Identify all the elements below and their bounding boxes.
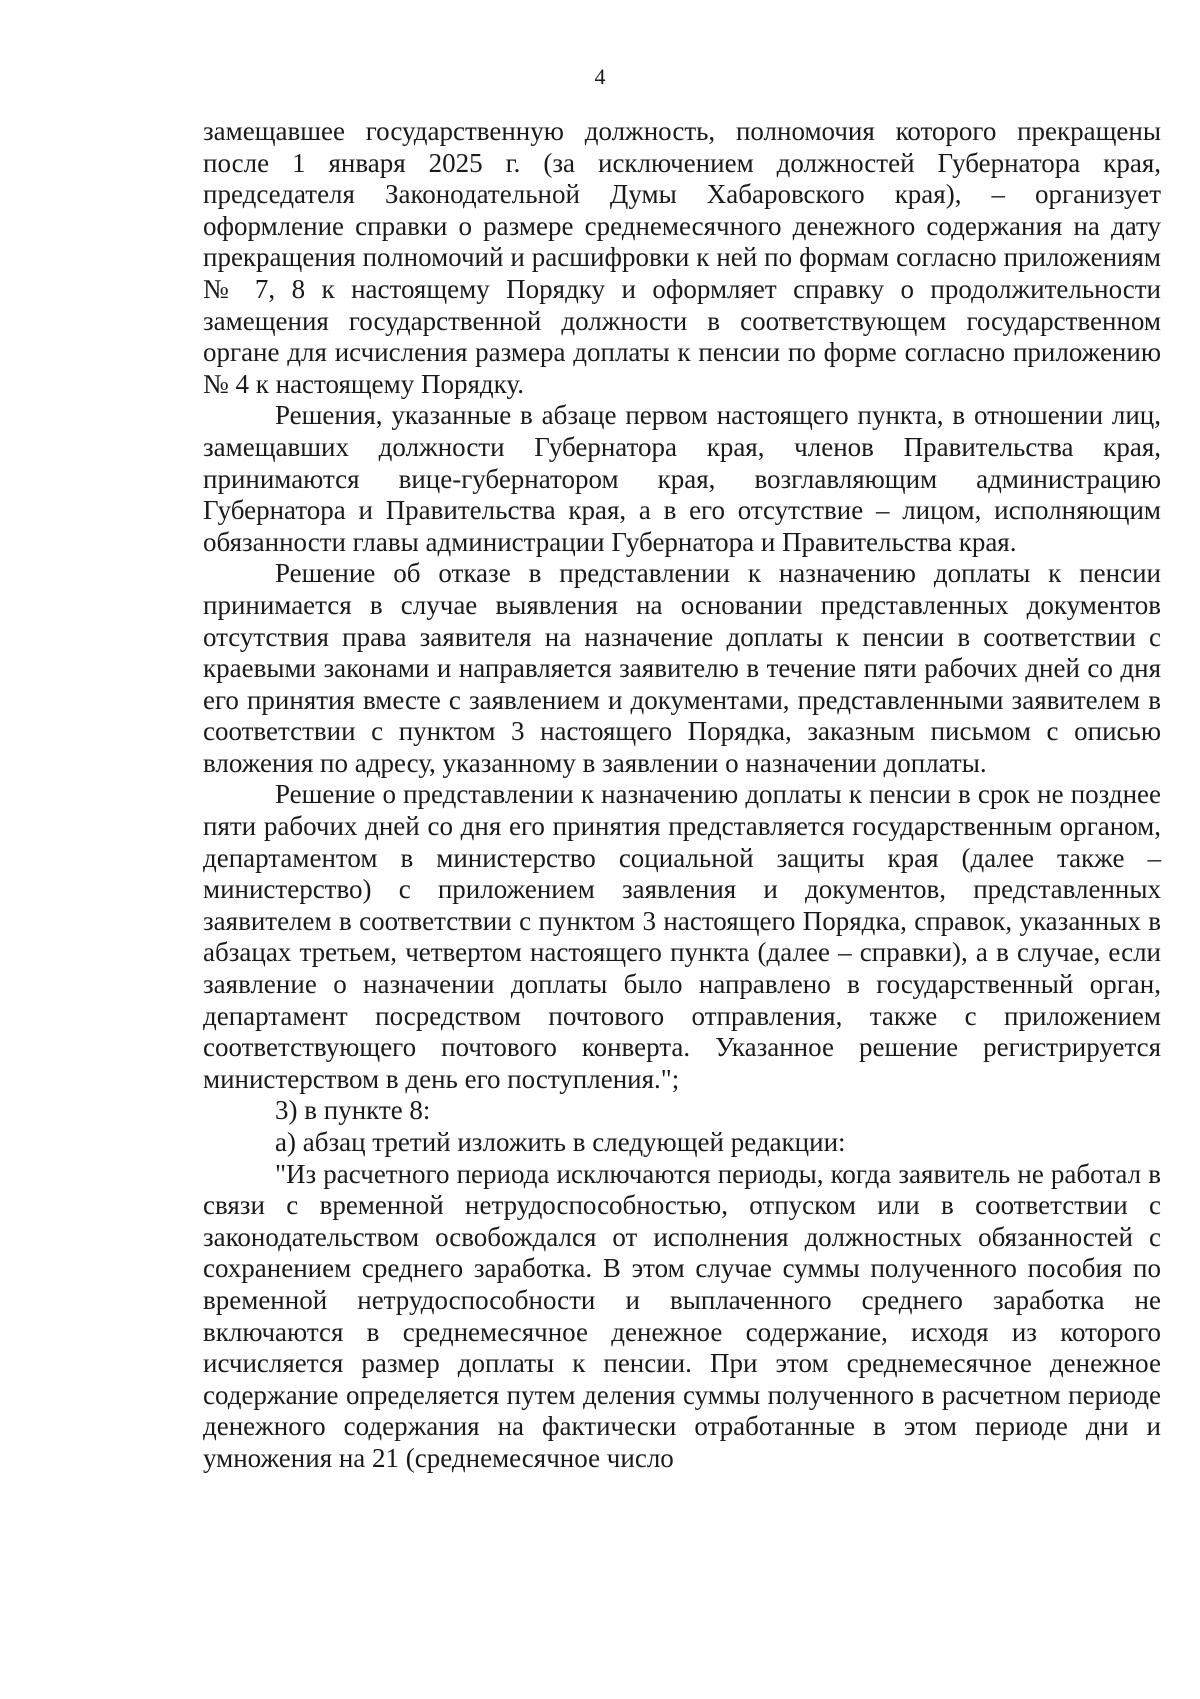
paragraph-continuation: замещавшее государственную должность, полномочия которого прекращены после 1 января 2025 г. (за исключением должностей Губернатора края, председателя Законодательной Думы Хабаровского края), – организует оформление справки о размере среднемесячного денежного содержания на дату прекращения полномочий и расшифровки к ней по формам согласно приложениям № 7, 8 к настоящему Порядку и оформляет справку о продолжительности замещения государственной должности в соответствующем государственном органе для исчисления размера доплаты к пенсии по форме согласно приложению № 4 к настоящему Порядку. (203, 116, 1161, 399)
paragraph-decisions: Решения, указанные в абзаце первом настоящего пункта, в отношении лиц, замещавших должности Губернатора края, членов Правительства края, принимаются вице-губернатором края, возглавляющим администрацию Губернатора и Правительства края, а в его отсутствие – лицом, исполняющим обязанности главы администрации Губернатора и Правительства края. (203, 400, 1161, 557)
paragraph-submission-decision: Решение о представлении к назначению доплаты к пенсии в срок не позднее пяти рабочих дней со дня его принятия представляется государственным органом, департаментом в министерство социальной защиты края (далее также – министерство) с приложением заявления и документов, представленных заявителем в соответствии с пунктом 3 настоящего Порядка, справок, указанных в абзацах третьем, четвертом настоящего пункта (далее – справки), а в случае, если заявление о назначении доплаты было направлено в государственный орган, департамент посредством почтового отправления, также с приложением соответствующего почтового конверта. Указанное решение регистрируется министерством в день его поступления."; (203, 779, 1161, 1094)
document-body (203, 116, 1161, 1475)
paragraph-item-3: 3) в пункте 8: (275, 1095, 431, 1126)
paragraph-subitem-a: а) абзац третий изложить в следующей редакции: (275, 1127, 846, 1157)
paragraph-calculation-period: "Из расчетного периода исключаются периоды, когда заявитель не работал в связи с временной нетрудоспособностью, отпуском или в соответствии с законодательством освобождался от исполнения должностных обязанностей с сохранением среднего заработка. В этом случае суммы полученного пособия по временной нетрудоспособности и выплаченного среднего заработка не включаются в среднемесячное денежное содержание, исходя из которого исчисляется размер доплаты к пенсии. При этом среднемесячное денежное содержание определяется путем деления суммы полученного в расчетном периоде денежного содержания на фактически отработанные в этом периоде дни и умножения на 21 (среднемесячное число (203, 1158, 1161, 1473)
page-number: 4 (594, 64, 606, 89)
paragraph-refusal-decision: Решение об отказе в представлении к назначению доплаты к пенсии принимается в случае выявления на основании представленных документов отсутствия права заявителя на назначение доплаты к пенсии в соответствии с краевыми законами и направляется заявителю в течение пяти рабочих дней со дня его принятия вместе с заявлением и документами, представленными заявителем в соответствии с пунктом 3 настоящего Порядка, заказным письмом с описью вложения по адресу, указанному в заявлении о назначении доплаты. (203, 558, 1161, 778)
